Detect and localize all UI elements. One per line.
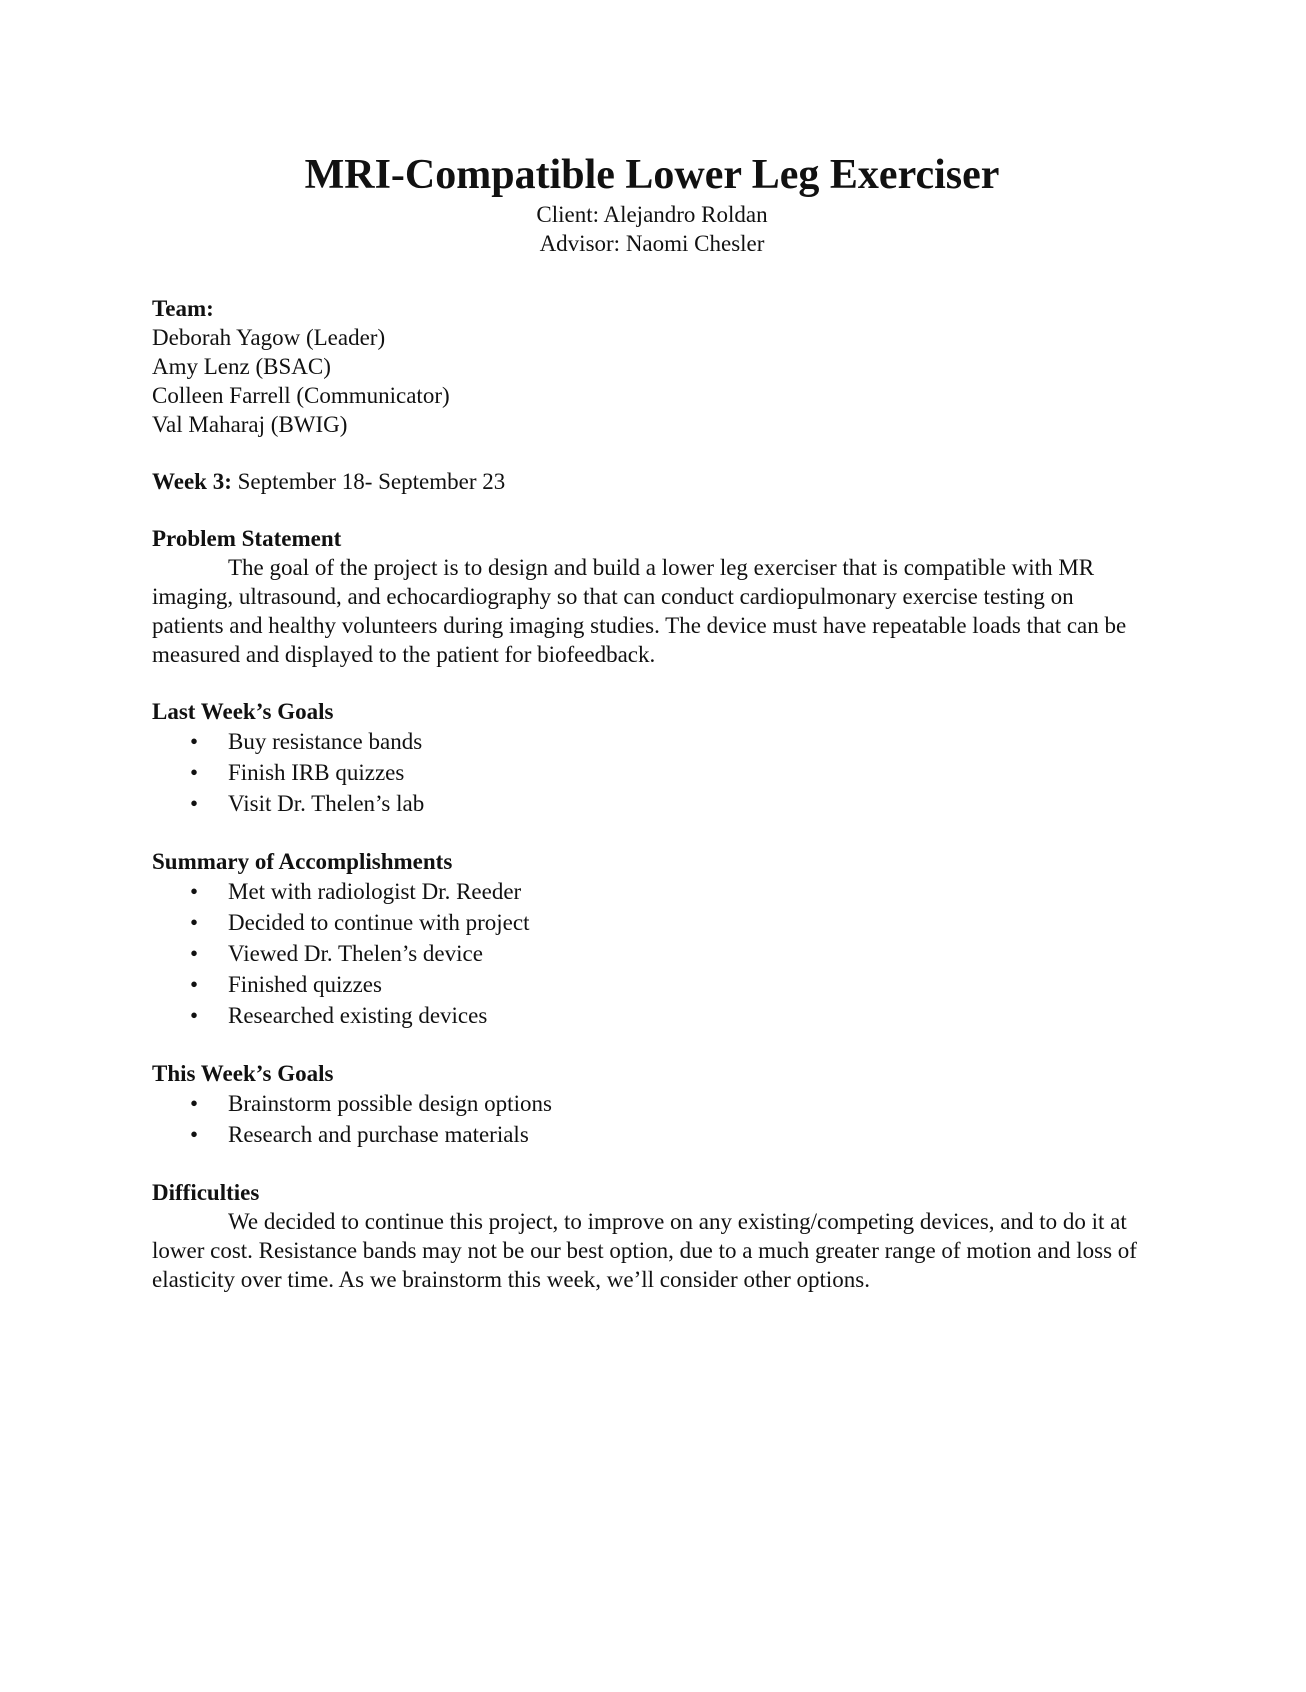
list-item-text: Decided to continue with project [228, 910, 530, 935]
list-item [152, 969, 1152, 1000]
team-member: Deborah Yagow (Leader) [152, 325, 386, 350]
this-week-goals-heading: This Week’s Goals [152, 1061, 334, 1086]
list-item-text: Met with radiologist Dr. Reeder [228, 879, 522, 904]
this-week-goals-section [152, 1059, 1152, 1150]
difficulties-text: We decided to continue this project, to improve on any existing/competing devices, and to do it at lower cost. Resistance bands may not be our best option, due to a much greater range of motion and loss of elasticity over time. As we brainstorm this week, we’ll consider other options. [152, 1209, 1137, 1292]
bullet-icon: • [190, 1003, 199, 1028]
list-item [152, 1000, 1152, 1031]
list-item [152, 907, 1152, 938]
accomplishments-section [152, 847, 1152, 1031]
bullet-icon: • [190, 791, 199, 816]
document-page [152, 150, 1152, 1294]
last-week-goals-section [152, 697, 1152, 819]
bullet-icon: • [190, 729, 199, 754]
last-week-goals-list [152, 726, 1152, 819]
list-item [152, 1119, 1152, 1150]
list-item [152, 788, 1152, 819]
list-item-text: Buy resistance bands [228, 729, 423, 754]
accomplishments-list [152, 876, 1152, 1031]
team-member: Colleen Farrell (Communicator) [152, 383, 450, 408]
client-line: Client: Alejandro Roldan [536, 202, 768, 227]
advisor-line: Advisor: Naomi Chesler [539, 231, 765, 256]
last-week-goals-heading: Last Week’s Goals [152, 699, 334, 724]
title-block [152, 150, 1152, 258]
list-item [152, 938, 1152, 969]
problem-statement-heading: Problem Statement [152, 526, 342, 551]
list-item [152, 726, 1152, 757]
list-item-text: Researched existing devices [228, 1003, 488, 1028]
team-member: Val Maharaj (BWIG) [152, 412, 348, 437]
list-item-text: Research and purchase materials [228, 1122, 529, 1147]
difficulties-heading: Difficulties [152, 1180, 260, 1205]
bullet-icon: • [190, 972, 199, 997]
problem-statement-section [152, 524, 1152, 669]
team-member: Amy Lenz (BSAC) [152, 354, 331, 379]
list-item-text: Finished quizzes [228, 972, 382, 997]
list-item-text: Viewed Dr. Thelen’s device [228, 941, 483, 966]
team-heading: Team: [152, 296, 214, 321]
difficulties-section [152, 1178, 1152, 1294]
document-title: MRI-Compatible Lower Leg Exerciser [304, 152, 1000, 198]
bullet-icon: • [190, 1122, 199, 1147]
list-item-text: Finish IRB quizzes [228, 760, 405, 785]
list-item [152, 1088, 1152, 1119]
bullet-icon: • [190, 879, 199, 904]
problem-statement-text: The goal of the project is to design and build a lower leg exerciser that is compatible with MR imaging, ultrasound, and echocardiography so that can conduct cardiopulmonary exercise testing on patients and healthy volunteers during imaging studies. The device must have repeatable loads that can be measured and displayed to the patient for biofeedback. [152, 555, 1127, 667]
list-item-text: Visit Dr. Thelen’s lab [228, 791, 425, 816]
list-item-text: Brainstorm possible design options [228, 1091, 552, 1116]
bullet-icon: • [190, 941, 199, 966]
week-line [152, 467, 1152, 496]
accomplishments-heading: Summary of Accomplishments [152, 849, 453, 874]
week-section [152, 467, 1152, 496]
this-week-goals-list [152, 1088, 1152, 1150]
bullet-icon: • [190, 760, 199, 785]
bullet-icon: • [190, 1091, 199, 1116]
list-item [152, 757, 1152, 788]
bullet-icon: • [190, 910, 199, 935]
list-item [152, 876, 1152, 907]
week-dates: September 18- September 23 [231, 469, 506, 494]
week-label: Week 3: [152, 469, 232, 494]
team-section [152, 294, 1152, 439]
